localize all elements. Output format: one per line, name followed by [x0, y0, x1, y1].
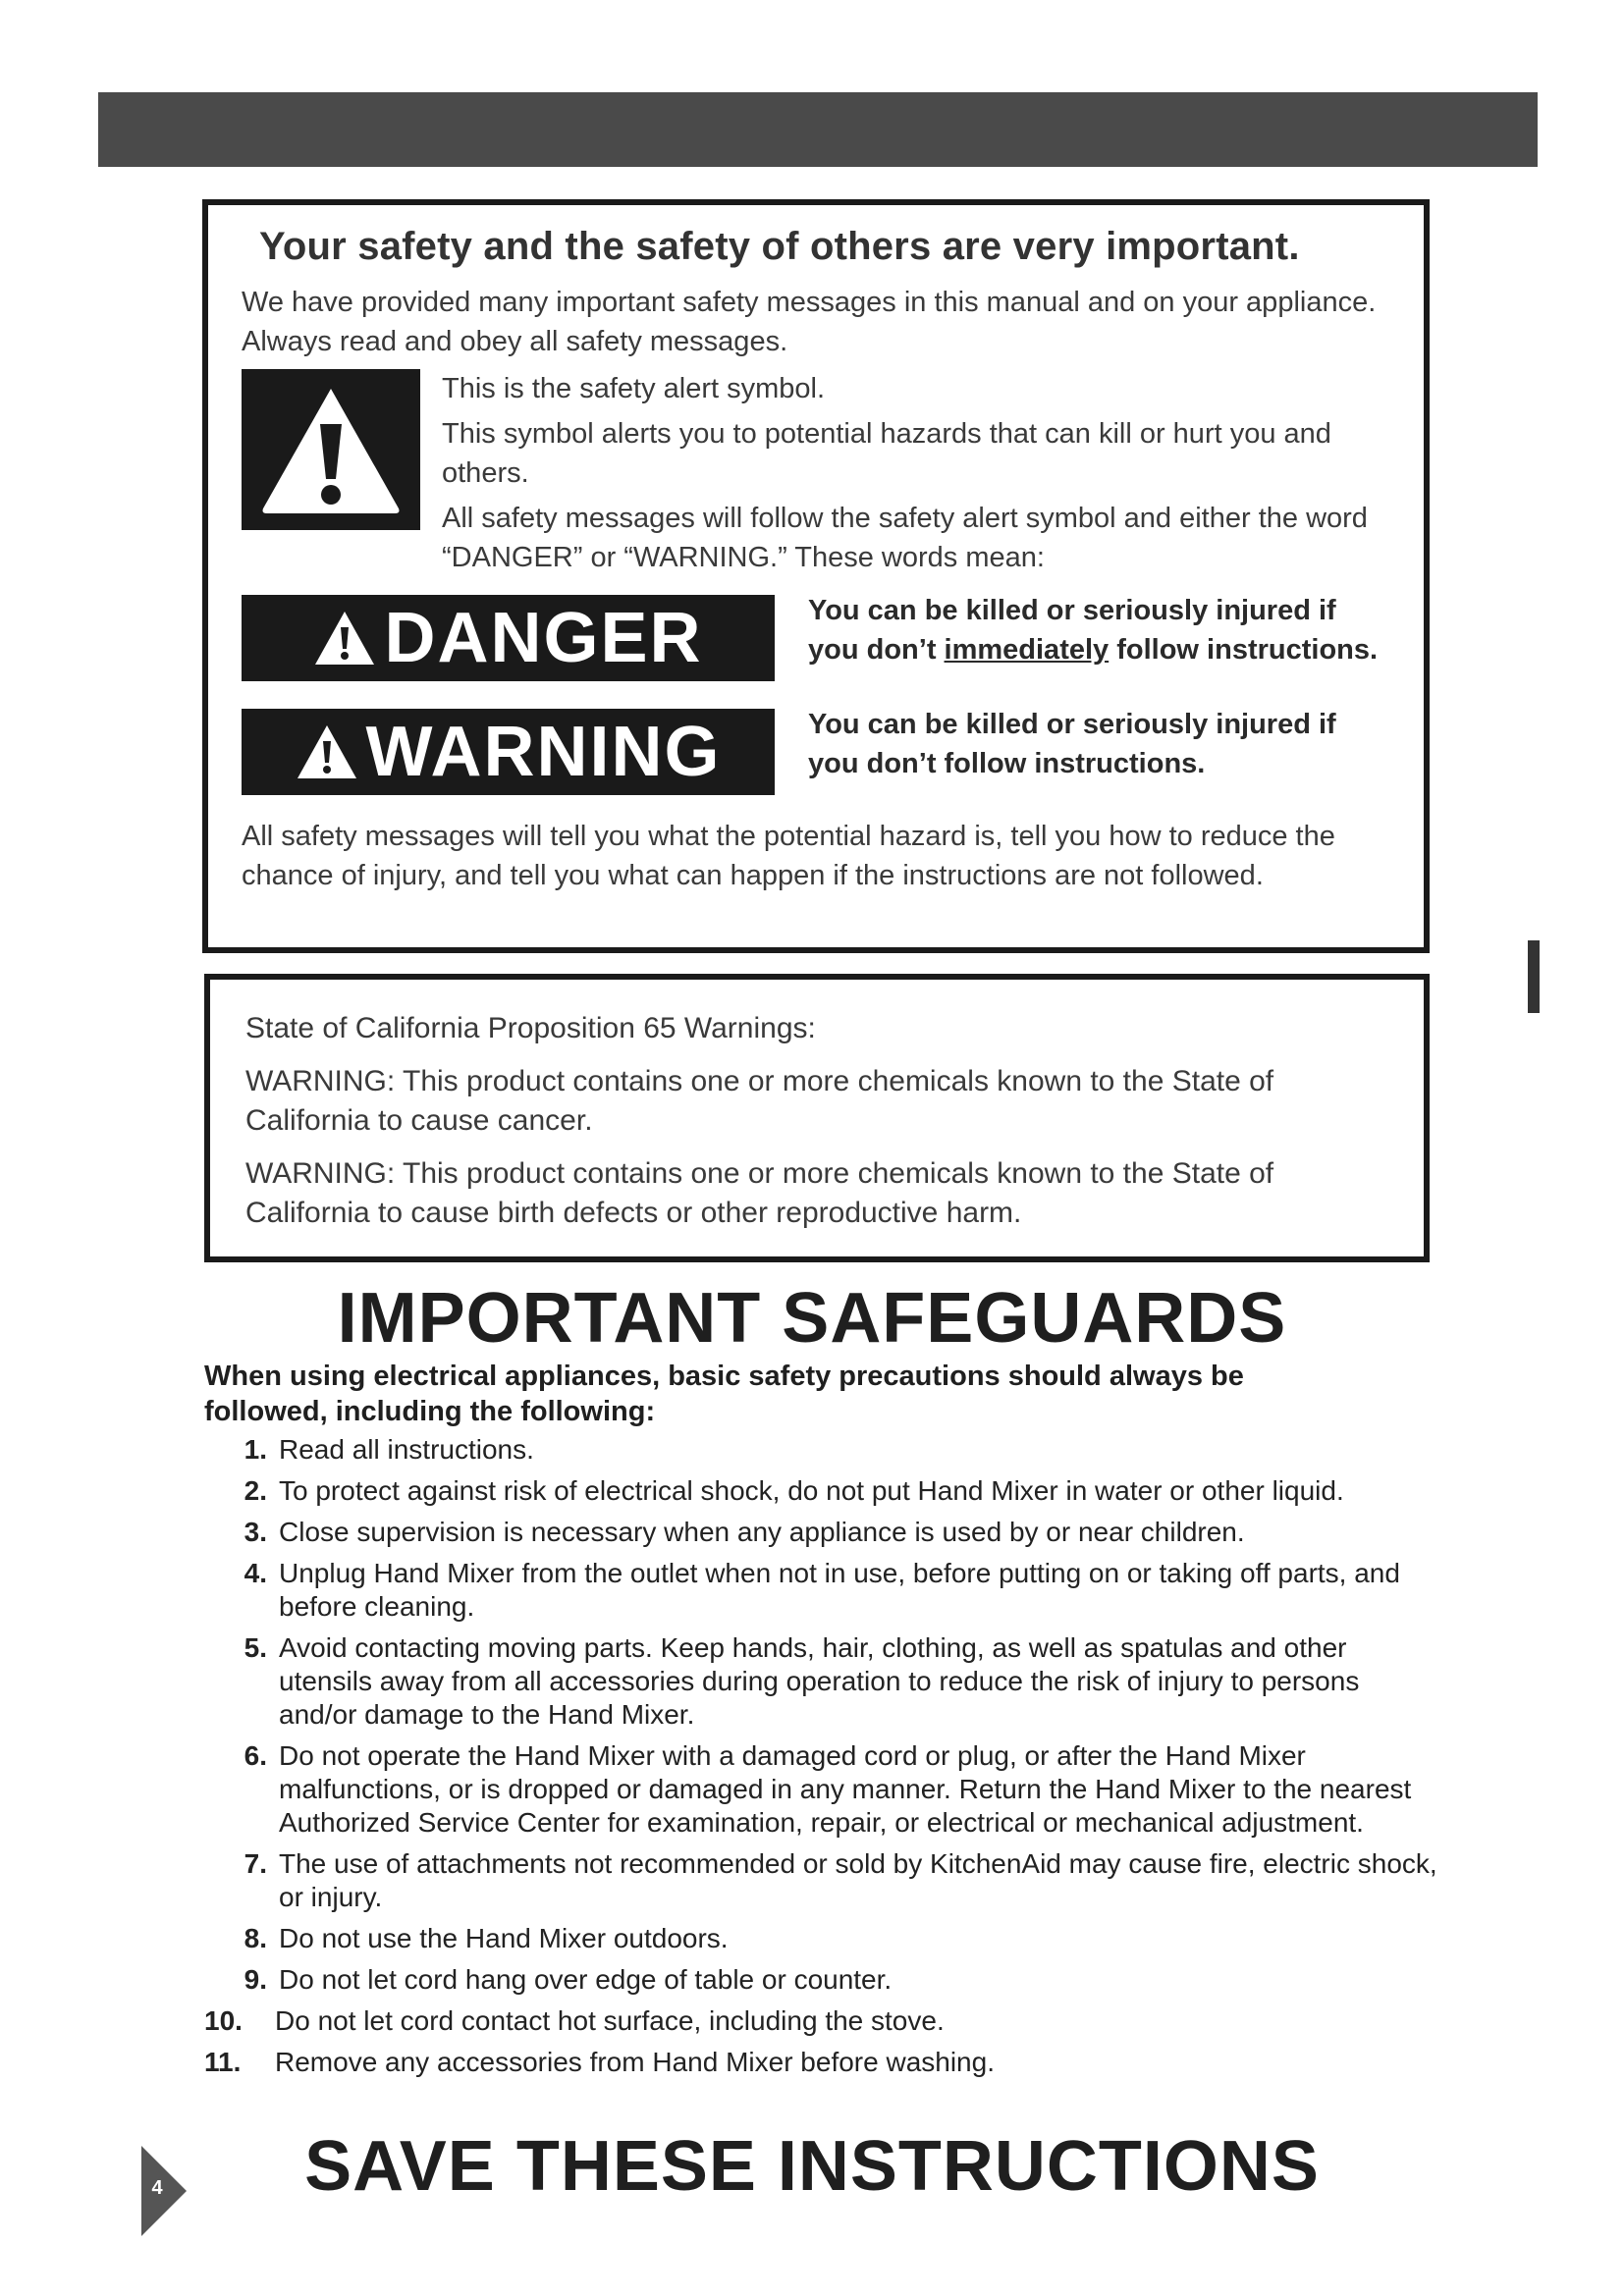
- item-text: Do not use the Hand Mixer outdoors.: [279, 1923, 729, 1953]
- symbol-line-3: All safety messages will follow the safety alert symbol and either the word “DANGER” or “WARNING.” These words mean:: [442, 503, 1368, 573]
- danger-alert-icon: [313, 610, 376, 667]
- warning-triangle-icon: [242, 369, 420, 530]
- warning-text: You can be killed or seriously injured if you don’t follow instructions.: [808, 709, 1336, 779]
- list-item: [204, 1922, 1441, 1955]
- prop65-warning-1: WARNING: This product contains one or more chemicals known to the State of California to cause cancer.: [245, 1065, 1274, 1137]
- item-number: 10.: [204, 2005, 243, 2036]
- warning-alert-icon: [296, 723, 358, 780]
- list-item: [204, 1474, 1441, 1508]
- danger-text: [808, 591, 1394, 669]
- list-item: [204, 1847, 1441, 1914]
- danger-label: [242, 595, 775, 681]
- list-item: [204, 1963, 1441, 1997]
- list-item: [204, 2004, 1441, 2038]
- list-item: [204, 2046, 1441, 2079]
- safety-box-title: Your safety and the safety of others are very important.: [259, 225, 1300, 268]
- item-number: 7.: [244, 1848, 267, 1879]
- list-item: [204, 1557, 1441, 1624]
- item-number: 5.: [244, 1632, 267, 1663]
- prop65-warning-2: WARNING: This product contains one or more chemicals known to the State of California to cause birth defects or other reproductive harm.: [245, 1157, 1274, 1229]
- item-number: 3.: [244, 1517, 267, 1547]
- warning-row: [242, 705, 1394, 795]
- item-number: 8.: [244, 1923, 267, 1953]
- danger-row: [242, 591, 1394, 681]
- item-text: Close supervision is necessary when any appliance is used by or near children.: [279, 1517, 1245, 1547]
- item-text: Read all instructions.: [279, 1434, 534, 1465]
- safety-box: [202, 199, 1430, 953]
- symbol-line-2: This symbol alerts you to potential hazards that can kill or hurt you and others.: [442, 418, 1331, 489]
- prop65-title: State of California Proposition 65 Warnings:: [245, 1012, 816, 1044]
- header-bar: [98, 92, 1538, 167]
- symbol-line-1: This is the safety alert symbol.: [442, 373, 826, 404]
- list-item: [204, 1631, 1441, 1732]
- safeguards-intro: When using electrical appliances, basic safety precautions should always be followed, including the following:: [204, 1361, 1244, 1427]
- page-number: 4: [151, 2177, 163, 2199]
- warning-label: [242, 709, 775, 795]
- danger-text-start: You can be killed or seriously injured if you don’t: [808, 595, 1336, 666]
- item-text: Unplug Hand Mixer from the outlet when not in use, before putting on or taking off parts, and before cleaning.: [279, 1558, 1400, 1622]
- danger-text-emphasis: immediately: [944, 634, 1110, 666]
- danger-word: DANGER: [384, 599, 703, 677]
- side-marker: [1528, 940, 1540, 1013]
- item-number: 4.: [244, 1558, 267, 1588]
- safety-intro: We have provided many important safety messages in this manual and on your appliance. Always read and obey all safety messages.: [242, 287, 1377, 357]
- item-text: Do not let cord hang over edge of table or counter.: [279, 1964, 893, 1995]
- item-text: The use of attachments not recommended or sold by KitchenAid may cause fire, electric shock, or injury.: [279, 1848, 1437, 1912]
- warning-word: WARNING: [365, 713, 722, 791]
- safeguards-heading: IMPORTANT SAFEGUARDS: [337, 1279, 1287, 1358]
- prop65-box: [204, 974, 1430, 1262]
- save-instructions-heading: SAVE THESE INSTRUCTIONS: [304, 2127, 1320, 2206]
- item-text: Do not let cord contact hot surface, including the stove.: [275, 2005, 945, 2036]
- item-number: 6.: [244, 1740, 267, 1771]
- alert-symbol-row: [242, 369, 1394, 583]
- item-text: Do not operate the Hand Mixer with a damaged cord or plug, or after the Hand Mixer malfunctions, or is dropped or damaged in any manner. Return the Hand Mixer to the nearest Authorized Service Center for examination, repair, or electrical or mechanical adjustment.: [279, 1740, 1412, 1838]
- item-number: 9.: [244, 1964, 267, 1995]
- item-number: 11.: [204, 2047, 242, 2077]
- list-item: [204, 1516, 1441, 1549]
- safety-closing: All safety messages will tell you what the potential hazard is, tell you how to reduce the chance of injury, and tell you what can happen if the instructions are not followed.: [242, 821, 1335, 891]
- item-number: 1.: [244, 1434, 267, 1465]
- list-item: [204, 1433, 1441, 1467]
- item-text: Avoid contacting moving parts. Keep hands, hair, clothing, as well as spatulas and other utensils away from all accessories during operation to reduce the risk of injury to persons and/or damage to the Hand Mixer.: [279, 1632, 1360, 1730]
- danger-text-end: follow instructions.: [1109, 634, 1379, 666]
- alert-symbol-texts: [442, 369, 1394, 583]
- item-text: Remove any accessories from Hand Mixer before washing.: [275, 2047, 995, 2077]
- item-text: To protect against risk of electrical shock, do not put Hand Mixer in water or other liquid.: [279, 1475, 1344, 1506]
- safeguards-list: [204, 1433, 1441, 2087]
- list-item: [204, 1739, 1441, 1840]
- item-number: 2.: [244, 1475, 267, 1506]
